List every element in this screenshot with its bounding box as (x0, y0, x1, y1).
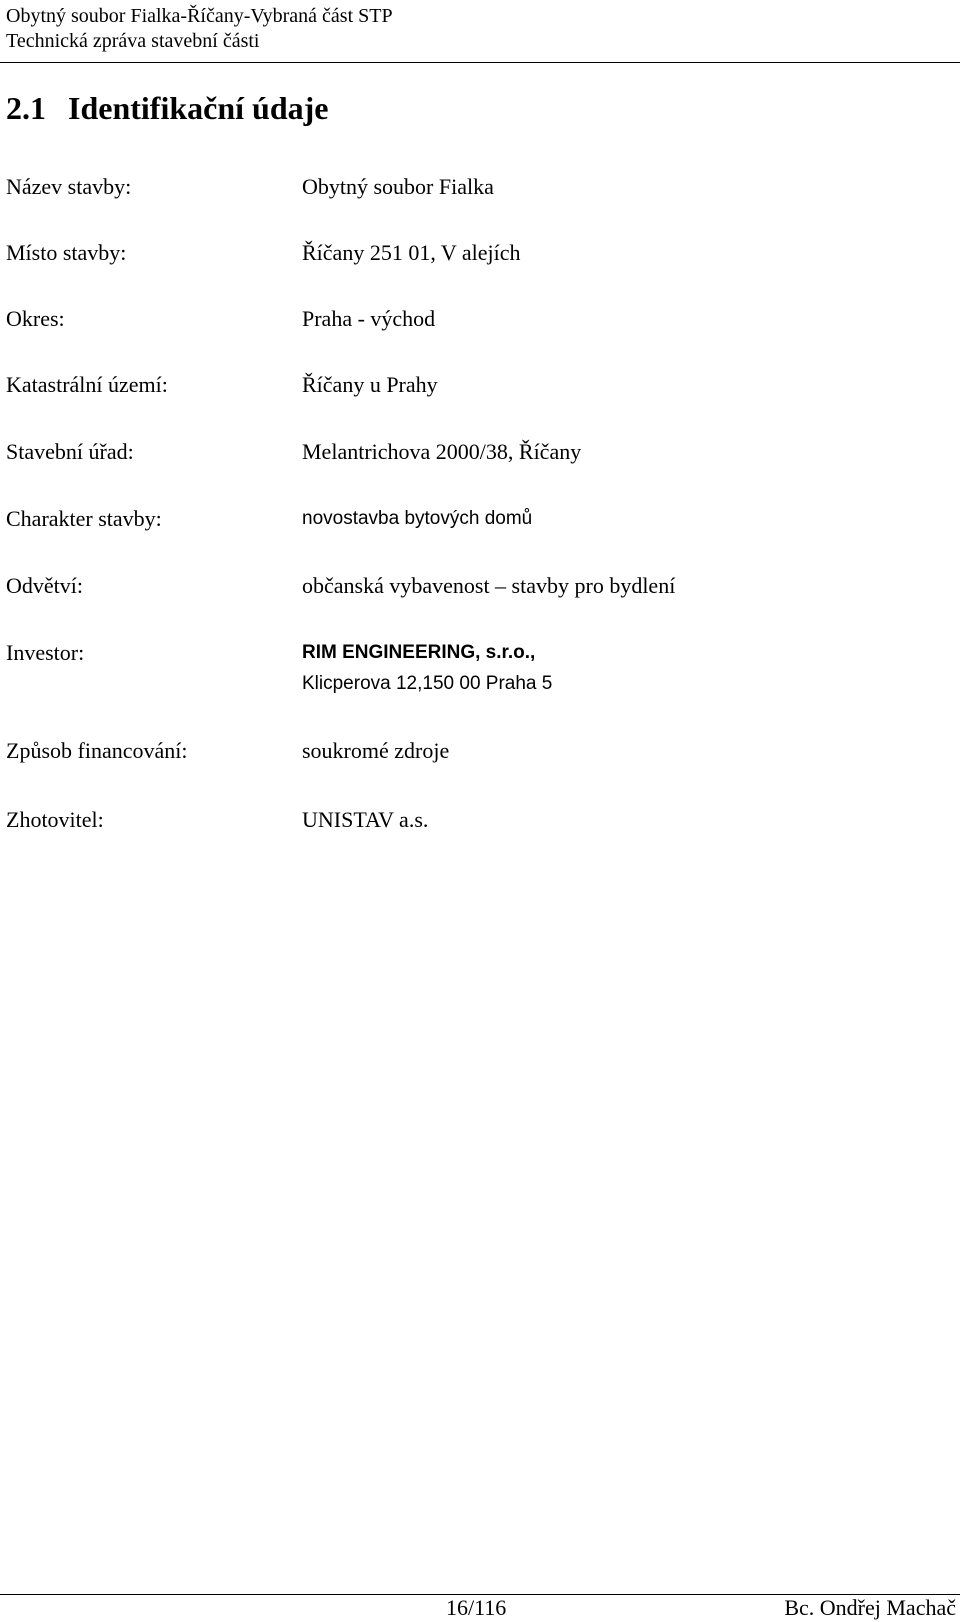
field-label: Investor: (6, 640, 85, 665)
field-value: občanská vybavenost – stavby pro bydlení (302, 573, 676, 598)
investor-name: RIM ENGINEERING, s.r.o., (302, 642, 536, 663)
field-label: Název stavby: (6, 174, 132, 199)
field-label: Okres: (6, 306, 65, 331)
field-value: Říčany 251 01, V alejích (302, 240, 521, 265)
page-number: 16/116 (446, 1595, 507, 1620)
section-heading (6, 88, 328, 128)
field-value: Praha - východ (302, 306, 436, 331)
field-label: Charakter stavby: (6, 506, 162, 531)
header-project-title: Obytný soubor Fialka-Říčany-Vybraná část STP (6, 5, 393, 27)
footer-author: Bc. Ondřej Machač (784, 1595, 956, 1620)
field-label: Stavební úřad: (6, 439, 134, 464)
field-value: Melantrichova 2000/38, Říčany (302, 439, 582, 464)
field-label: Katastrální území: (6, 372, 168, 397)
field-value: soukromé zdroje (302, 738, 450, 763)
field-label: Odvětví: (6, 573, 83, 598)
field-value (302, 639, 552, 698)
section-number: 2.1 (6, 90, 46, 126)
field-value: Obytný soubor Fialka (302, 174, 494, 199)
header-document-title: Technická zpráva stavební části (6, 30, 260, 52)
field-value: UNISTAV a.s. (302, 807, 429, 832)
header-divider (0, 62, 960, 63)
field-value: novostavba bytových domů (302, 508, 533, 529)
investor-address: Klicperova 12,150 00 Praha 5 (302, 673, 553, 694)
field-label: Zhotovitel: (6, 807, 104, 832)
field-value: Říčany u Prahy (302, 372, 438, 397)
section-title: Identifikační údaje (68, 90, 329, 126)
field-label: Způsob financování: (6, 738, 188, 763)
field-label: Místo stavby: (6, 240, 127, 265)
running-header (6, 4, 960, 54)
